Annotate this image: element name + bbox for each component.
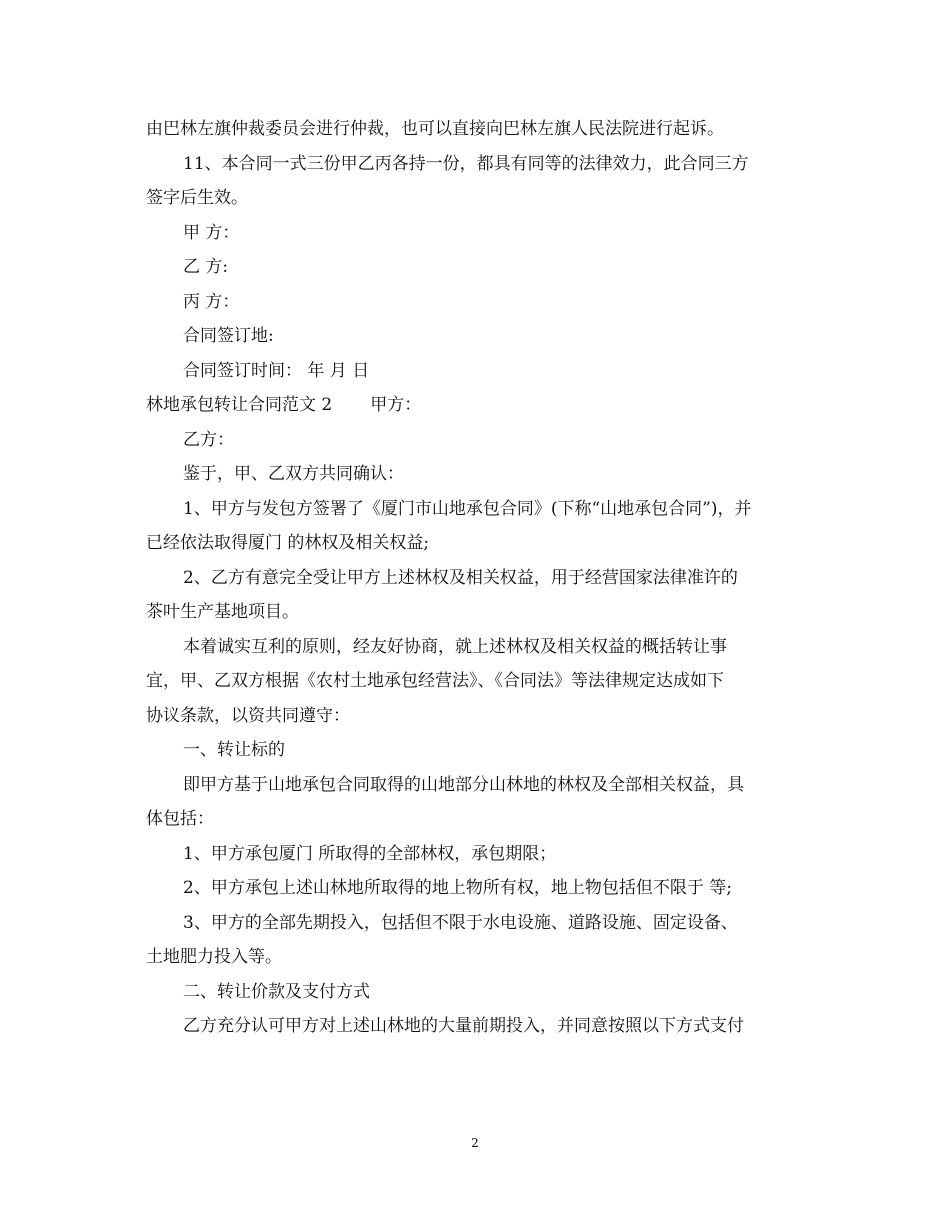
paragraph-line: 本着诚实互利的原则，经友好协商，就上述林权及相关权益的概括转让事: [183, 636, 727, 657]
paragraph-line: 2、乙方有意完全受让甲方上述林权及相关权益，用于经营国家法律准许的: [183, 567, 738, 588]
paragraph-line: 宜，甲、乙双方根据《农村土地承包经营法》、《合同法》等法律规定达成如下: [146, 671, 724, 691]
paragraph-line: 1、甲方与发包方签署了《厦门市山地承包合同》(下称“山地承包合同”)，并: [183, 498, 752, 519]
paragraph-line: 土地肥力投入等。: [146, 947, 282, 967]
list-item: 2、甲方承包上述山林地所取得的地上物所有权，地上物包括但不限于 等;: [183, 878, 732, 898]
section-heading: 二、转让价款及支付方式: [183, 981, 370, 1002]
list-item: 3、甲方的全部先期投入，包括但不限于水电设施、道路设施、固定设备、: [183, 912, 738, 933]
signing-place-line: 合同签订地:: [183, 326, 274, 346]
party-a-signature-line: 甲 方：: [183, 222, 240, 243]
page-number: 2: [471, 1136, 479, 1150]
paragraph-line: 11、本合同一式三份甲乙丙各持一份，都具有同等的法律效力，此合同三方: [183, 153, 749, 174]
party-c-signature-line: 丙 方：: [183, 291, 240, 312]
paragraph-line: 已经依法取得厦门 的林权及相关权益;: [146, 533, 430, 553]
paragraph-line: 乙方充分认可甲方对上述山林地的大量前期投入，并同意按照以下方式支付: [183, 1016, 744, 1036]
party-b-signature-line: 乙 方:: [183, 257, 229, 277]
signing-date-line: 合同签订时间： 年 月 日: [183, 360, 370, 381]
paragraph-line: 由巴林左旗仲裁委员会进行仲裁，也可以直接向巴林左旗人民法院进行起诉。: [146, 119, 724, 139]
contract-heading-line: [146, 388, 816, 423]
party-b-label-line: 乙方：: [183, 429, 234, 450]
paragraph-line: 签字后生效。: [146, 188, 248, 208]
section-heading: 一、转让标的: [183, 740, 285, 760]
paragraph-line: 鉴于，甲、乙双方共同确认：: [183, 464, 404, 484]
document-body: [146, 112, 816, 1044]
paragraph-line: 体包括：: [146, 809, 214, 829]
list-item: 1、甲方承包厦门 所取得的全部林权，承包期限；: [183, 843, 557, 864]
paragraph-line: 协议条款，以资共同遵守：: [146, 705, 350, 726]
contract-title: 林地承包转让合同范文 2: [146, 395, 333, 415]
paragraph-line: 茶叶生产基地项目。: [146, 602, 299, 622]
paragraph-line: 即甲方基于山地承包合同取得的山地部分山林地的林权及全部相关权益，具: [183, 774, 744, 795]
party-a-label: 甲方：: [370, 395, 422, 415]
